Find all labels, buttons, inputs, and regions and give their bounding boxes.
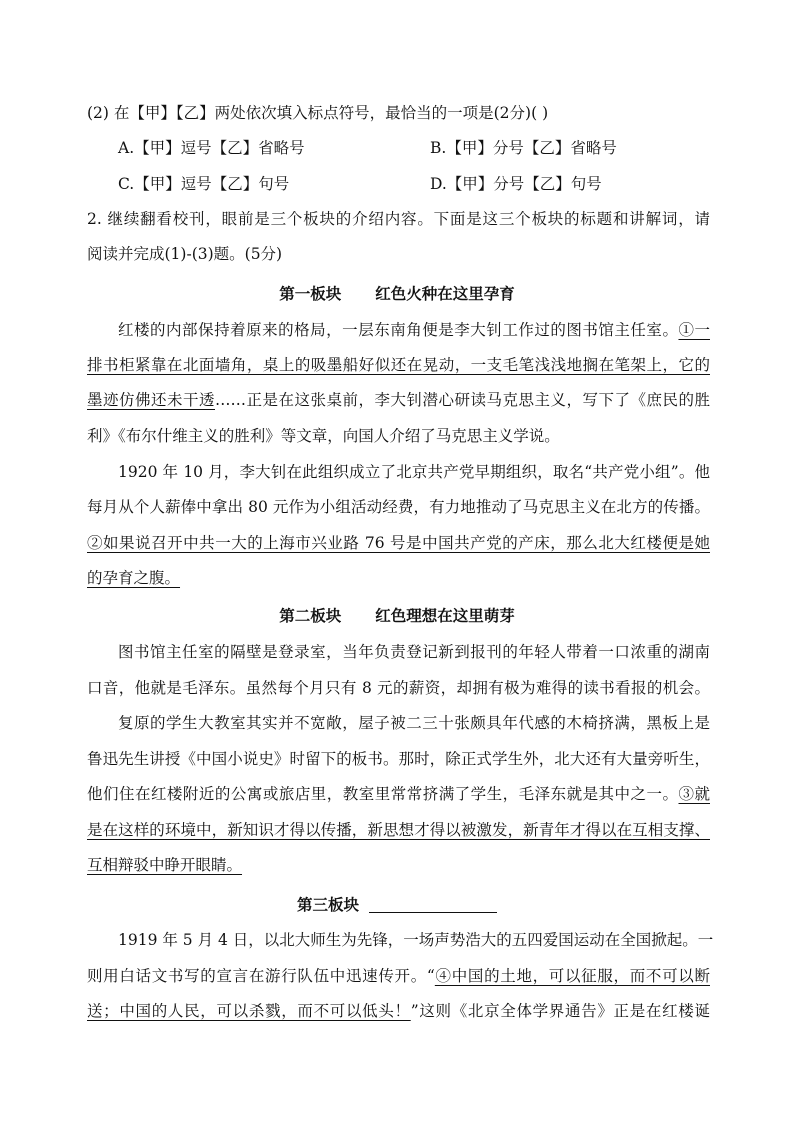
text-span: 他们住在红楼附近的公寓或旅店里，教室里常常挤满了学生，毛泽东就是其中之一。: [87, 785, 679, 803]
section-3-p1-line-2: [87, 966, 710, 986]
option-c: C.【甲】逗号【乙】句号: [118, 175, 290, 193]
section-1-p1-line-1: [118, 320, 710, 340]
text-span: ”这则《北京全体学界通告》正是在红楼诞: [410, 1002, 710, 1020]
question-2-stem: (2) 在【甲】【乙】两处依次填入标点符号，最恰当的一项是(2分)( ): [87, 104, 549, 122]
underlined-text: 墨迹仿佛还未干透: [87, 391, 215, 409]
option-a: A.【甲】逗号【乙】省略号: [118, 139, 305, 157]
underlined-text: ④中国的土地，可以征服，而不可以断: [434, 967, 710, 985]
section-1-p1-line-2: 排书柜紧靠在北面墙角，桌上的吸墨船好似还在晃动，一支毛笔浅浅地搁在笔架上，它的: [87, 356, 710, 374]
section-2-p1-line-2: 口音，他就是毛泽东。虽然每个月只有 8 元的薪资，却拥有极为难得的读书看报的机会。: [87, 679, 710, 697]
intro-line-1: 2. 继续翻看校刊，眼前是三个板块的介绍内容。下面是这三个板块的标题和讲解词，请: [87, 210, 710, 228]
section-1-title: 红色火种在这里孕育: [375, 284, 515, 303]
section-1-p2-line-3: ②如果说召开中共一大的上海市兴业路 76 号是中国共产党的产床，那么北大红楼便是她: [87, 534, 710, 552]
option-b: B.【甲】分号【乙】省略号: [430, 139, 617, 157]
text-span: 则用白话文书写的宣言在游行队伍中迅速传开。“: [87, 967, 435, 985]
title-blank[interactable]: [369, 896, 497, 913]
section-2-title: 红色理想在这里萌芽: [375, 606, 515, 625]
section-3-heading: [0, 895, 794, 915]
option-d: D.【甲】分号【乙】句号: [430, 175, 602, 193]
section-1-p2-line-2: 每月从个人薪俸中拿出 80 元作为小组活动经费，有力地推动了马克思主义在北方的传播。: [87, 498, 710, 516]
text-span: 红楼的内部保持着原来的格局，一层东南角便是李大钊工作过的图书馆主任室。: [118, 321, 679, 339]
section-2-label: 第二板块: [279, 606, 342, 625]
section-2-p1-line-1: 图书馆主任室的隔壁是登录室，当年负责登记新到报刊的年轻人带着一口浓重的湖南: [118, 643, 710, 661]
section-2-heading: [0, 606, 794, 626]
section-2-p2-line-4: 是在这样的环境中，新知识才得以传播，新思想才得以被激发，新青年才得以在互相支撑、: [87, 821, 710, 839]
section-2-p2-line-3: [87, 784, 710, 804]
section-1-p2-line-4: 的孕育之腹。: [87, 569, 181, 587]
text-span: ……正是在这张桌前，李大钊潜心研读马克思主义，写下了《庶民的胜: [215, 391, 710, 409]
section-2-p2-line-5: 互相辩驳中睁开眼睛。: [87, 856, 243, 874]
section-1-p1-line-4: 利》《布尔什维主义的胜利》等文章，向国人介绍了马克思主义学说。: [87, 427, 560, 445]
underlined-text: ③就: [678, 785, 710, 803]
section-3-p1-line-1: 1919 年 5 月 4 日，以北大师生为先锋，一场声势浩大的五四爱国运动在全国掀起。一: [118, 931, 714, 949]
section-3-p1-line-3: [87, 1001, 710, 1021]
intro-line-2: 阅读并完成(1)-(3)题。(5分): [87, 245, 283, 263]
section-1-label: 第一板块: [279, 284, 342, 303]
section-1-p2-line-1: 1920 年 10 月，李大钊在此组织成立了北京共产党早期组织，取名“共产党小组”。他: [118, 463, 710, 481]
section-2-p2-line-1: 复原的学生大教室其实并不宽敞，屋子被二三十张颇具年代感的木椅挤满，黑板上是: [118, 714, 710, 732]
section-3-label: 第三板块: [296, 895, 359, 914]
underlined-text: ①一: [678, 321, 710, 339]
section-1-heading: [0, 284, 794, 304]
section-1-p1-line-3: [87, 390, 710, 410]
underlined-text: 送；中国的人民，可以杀戮，而不可以低头！: [87, 1002, 411, 1020]
section-2-p2-line-2: 鲁迅先生讲授《中国小说史》时留下的板书。那时，除正式学生外，北大还有大量旁听生，: [87, 750, 710, 768]
